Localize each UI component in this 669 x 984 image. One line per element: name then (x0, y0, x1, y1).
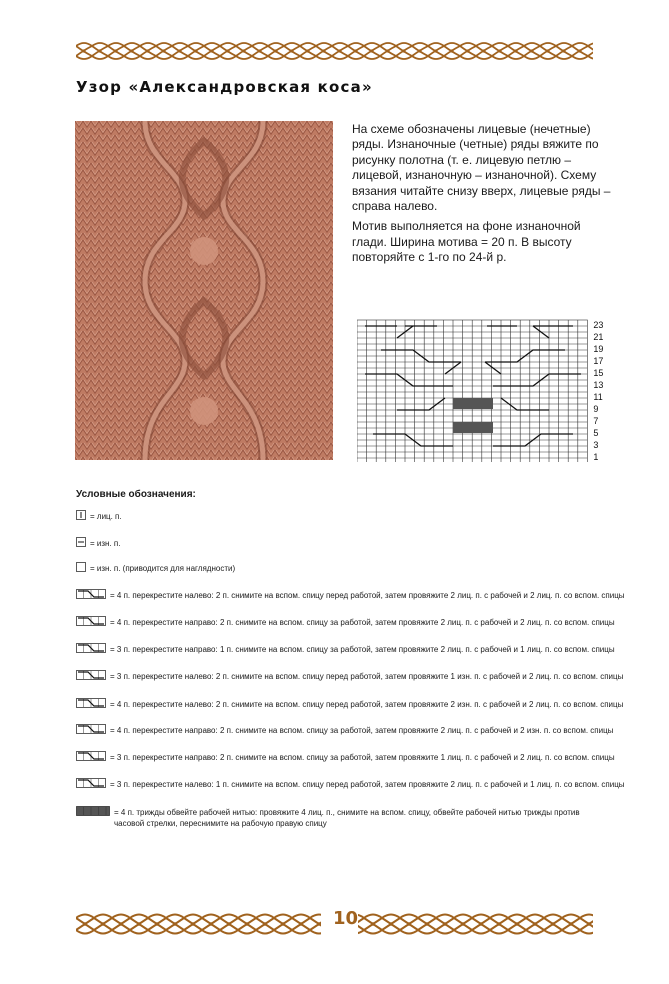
legend-symbol-icon (76, 537, 86, 547)
legend-text: = лиц. п. (90, 512, 122, 521)
legend-symbol-icon (76, 698, 106, 708)
legend-symbol-icon (76, 724, 106, 734)
description-paragraph: Мотив выполняется на фоне изнаночной глади. Ширина мотива = 20 п. В высоту повторяйте с 1-го по 24-й р. (352, 219, 581, 265)
chart-row-number: 3 (593, 440, 599, 450)
chart-row-number: 19 (593, 344, 604, 354)
chart-row-number: 11 (593, 392, 603, 402)
chart-row-number: 15 (593, 368, 604, 378)
legend-symbol-icon (76, 670, 106, 680)
legend-text: = 4 п. трижды обвейте рабочей нитью: провяжите 4 лиц. п., снимите на вспом. спицу, обвейте рабочей нитью трижды против часовой стрелки, переснимите на рабочую правую спицу (114, 808, 580, 828)
wrap-stitch-block (453, 422, 493, 433)
legend-text: = 3 п. перекрестите направо: 2 п. снимите на вспом. спицу за работой, затем провяжите 1 лиц. п. с рабочей и 2 лиц. п. со вспом. спицы (110, 753, 615, 762)
legend-symbol-icon (76, 562, 86, 572)
page-number: 10 (333, 908, 359, 929)
chart-row-number: 13 (593, 380, 604, 390)
legend-text: = изн. п. (приводится для наглядности) (90, 564, 236, 573)
legend-text: = 3 п. перекрестите налево: 1 п. снимите на вспом. спицу перед работой, затем провяжите 2 лиц. п. с рабочей и 1 лиц. п. со вспом. спицы (110, 780, 625, 789)
legend-symbol-icon (76, 616, 106, 626)
knitting-chart (357, 316, 617, 462)
legend-text: = 3 п. перекрестите налево: 2 п. снимите на вспом. спицу перед работой, затем провяжите 1 изн. п. с рабочей и 2 лиц. п. со вспом. спицы (110, 672, 624, 681)
legend-text: = 4 п. перекрестите налево: 2 п. снимите на вспом. спицу перед работой, затем провяжите 2 лиц. п. с рабочей и 2 лиц. п. со вспом. спицы (110, 591, 625, 600)
legend-text: = 4 п. перекрестите направо: 2 п. снимите на вспом. спицу за работой, затем провяжите 2 лиц. п. с рабочей и 2 лиц. п. со вспом. спицы (110, 618, 615, 627)
top-ornament-border (76, 42, 593, 60)
chart-row-number: 1 (593, 452, 599, 462)
legend-symbol-icon (76, 643, 106, 653)
chart-row-number: 5 (593, 428, 599, 438)
page-title: Узор «Александровская коса» (76, 78, 373, 96)
legend-symbol-icon (76, 778, 106, 788)
legend-text: = 3 п. перекрестите направо: 1 п. снимите на вспом. спицу за работой, затем провяжите 2 лиц. п. с рабочей и 1 лиц. п. со вспом. спицы (110, 645, 615, 654)
legend-text: = изн. п. (90, 539, 121, 548)
description-paragraph: На схеме обозначены лицевые (нечетные) ряды. Изнаночные (четные) ряды вяжите по рисунку полотна (т. е. лицевую петлю – лицевой, изнаночную – изнаночной). Схему вязания читайте снизу вверх, лицевые ряды – справа налево. (352, 122, 611, 214)
legend-symbol-icon (76, 751, 106, 761)
pattern-description (352, 122, 614, 271)
legend-symbol-icon (76, 589, 106, 599)
wrap-stitch-block (453, 398, 493, 409)
legend-symbol-icon (76, 510, 86, 520)
chart-row-number: 17 (593, 356, 604, 366)
legend-text: = 4 п. перекрестите налево: 2 п. снимите на вспом. спицу перед работой, затем провяжите 2 изн. п. с рабочей и 2 лиц. п. со вспом. спицы (110, 700, 624, 709)
legend-text: = 4 п. перекрестите направо: 2 п. снимите на вспом. спицу за работой, затем провяжите 2 лиц. п. с рабочей и 2 изн. п. со вспом. спицы (110, 726, 614, 735)
chart-row-number: 23 (593, 320, 604, 330)
chart-row-number: 9 (593, 404, 599, 414)
chart-row-number: 7 (593, 416, 599, 426)
knitted-sample-photo (75, 121, 333, 460)
legend-title: Условные обозначения: (76, 489, 196, 500)
chart-row-number: 21 (593, 332, 604, 342)
legend-symbol-icon (76, 806, 110, 816)
